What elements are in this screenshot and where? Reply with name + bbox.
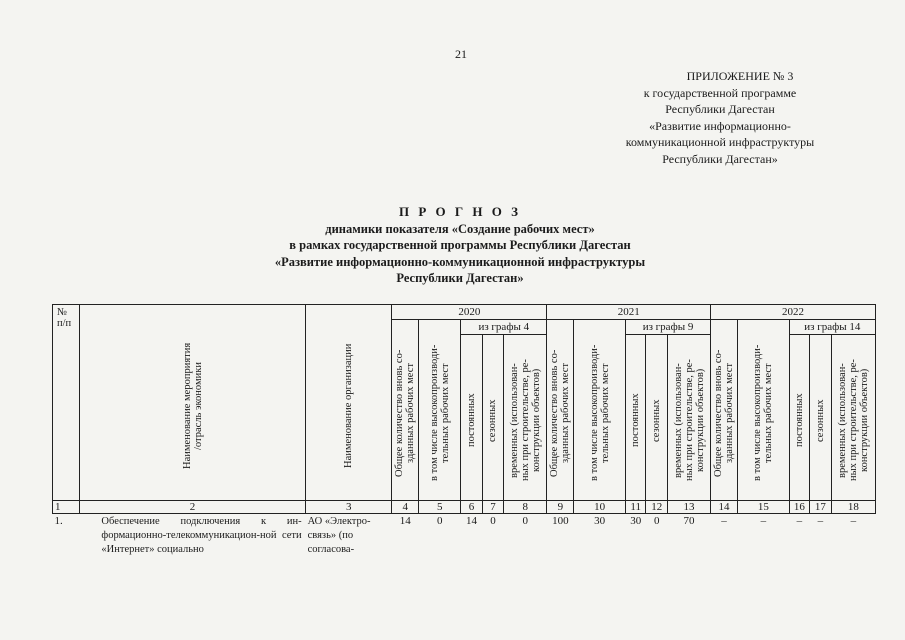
appendix-line: Республики Дагестан»	[662, 151, 778, 166]
year-header: 2020	[392, 305, 547, 320]
table-cell: –	[760, 515, 767, 527]
document-title	[200, 204, 720, 287]
column-number: 15	[737, 501, 789, 514]
year-header-row	[53, 305, 876, 320]
column-number: 16	[789, 501, 809, 514]
seasonal-header: сезонных	[810, 335, 832, 501]
high-productivity-header: в том числе высокопроизводи- тельных рабочих мест	[419, 320, 461, 501]
name-header: Наименование мероприятия /отрасль экономики	[79, 305, 305, 501]
appendix-block	[585, 68, 855, 167]
column-number: 5	[419, 501, 461, 514]
table-cell: –	[850, 515, 857, 527]
table-cell: 14	[465, 515, 477, 527]
column-number-row	[53, 501, 876, 514]
column-number: 14	[711, 501, 738, 514]
row-measure-name: Обеспечение подключения к ин-формационно-телекоммуникацион-ной сети «Интернет» социально	[101, 516, 302, 555]
appendix-line: «Развитие информационно-	[649, 118, 791, 133]
subgroup-header: из графы 9	[625, 320, 710, 335]
year-header: 2022	[711, 305, 876, 320]
high-productivity-header: в том числе высокопроизводи- тельных рабочих мест	[574, 320, 626, 501]
title-line: Республики Дагестан»	[396, 271, 524, 285]
seasonal-header: сезонных	[482, 335, 504, 501]
total-jobs-header: Общее количество вновь со- зданных рабочих мест	[547, 320, 574, 501]
table-cell: 0	[490, 515, 496, 527]
total-jobs-header: Общее количество вновь со- зданных рабочих мест	[392, 320, 419, 501]
title-line: «Развитие информационно-коммуникационной инфраструктуры	[274, 254, 646, 269]
table-row	[53, 514, 876, 558]
seasonal-header: сезонных	[646, 335, 668, 501]
subgroup-header: из графы 4	[461, 320, 547, 335]
temporary-header: временных (использован- ных при строительстве, ре- конструкции объектов)	[831, 335, 875, 501]
title-line: динамики показателя «Создание рабочих мест»	[325, 221, 595, 236]
subgroup-header: из графы 14	[789, 320, 875, 335]
appendix-line: коммуникационной инфраструктуры	[625, 135, 815, 149]
index-header: № п/п	[53, 305, 80, 501]
column-number: 4	[392, 501, 419, 514]
year-header: 2021	[547, 305, 711, 320]
column-number: 13	[667, 501, 710, 514]
column-number: 2	[79, 501, 305, 514]
appendix-line: ПРИЛОЖЕНИЕ № 3	[686, 69, 794, 83]
column-number: 11	[625, 501, 645, 514]
table-cell: 14	[399, 515, 411, 527]
column-number: 18	[831, 501, 875, 514]
permanent-header: постоянных	[789, 335, 809, 501]
table-cell: 70	[683, 515, 695, 527]
table-cell: 0	[653, 515, 660, 527]
row-index: 1.	[54, 515, 63, 527]
row-organization: АО «Электро-связь» (по согласова-	[307, 516, 371, 555]
table-cell: 30	[594, 515, 606, 527]
title-line: в рамках государственной программы Республики Дагестан	[289, 238, 631, 252]
forecast-table	[52, 304, 876, 557]
appendix-line: к государственной программе	[643, 85, 797, 100]
column-number: 3	[306, 501, 392, 514]
table-cell: 100	[552, 515, 569, 527]
column-number: 12	[646, 501, 668, 514]
column-number: 8	[504, 501, 547, 514]
appendix-line: Республики Дагестан	[665, 102, 775, 116]
table-cell: 0	[522, 515, 529, 527]
title-heading: П Р О Г Н О З	[398, 204, 522, 219]
page-number: 21	[455, 47, 467, 61]
table-cell: –	[796, 515, 803, 527]
column-number: 10	[574, 501, 626, 514]
org-header: Наименование организации	[306, 305, 392, 501]
temporary-header: временных (использован- ных при строительстве, ре- конструкции объектов)	[667, 335, 710, 501]
column-number: 6	[461, 501, 483, 514]
permanent-header: постоянных	[625, 335, 645, 501]
column-number: 1	[53, 501, 80, 514]
table-cell: –	[721, 515, 727, 527]
high-productivity-header: в том числе высокопроизводи- тельных рабочих мест	[737, 320, 789, 501]
column-number: 17	[810, 501, 832, 514]
column-number: 9	[547, 501, 574, 514]
table-cell: 30	[630, 515, 642, 527]
table-cell: –	[817, 515, 824, 527]
total-jobs-header: Общее количество вновь со- зданных рабочих мест	[711, 320, 738, 501]
column-number: 7	[482, 501, 504, 514]
temporary-header: временных (использован- ных при строительстве, ре- конструкции объектов)	[504, 335, 547, 501]
table-cell: 0	[436, 515, 443, 527]
permanent-header: постоянных	[461, 335, 483, 501]
